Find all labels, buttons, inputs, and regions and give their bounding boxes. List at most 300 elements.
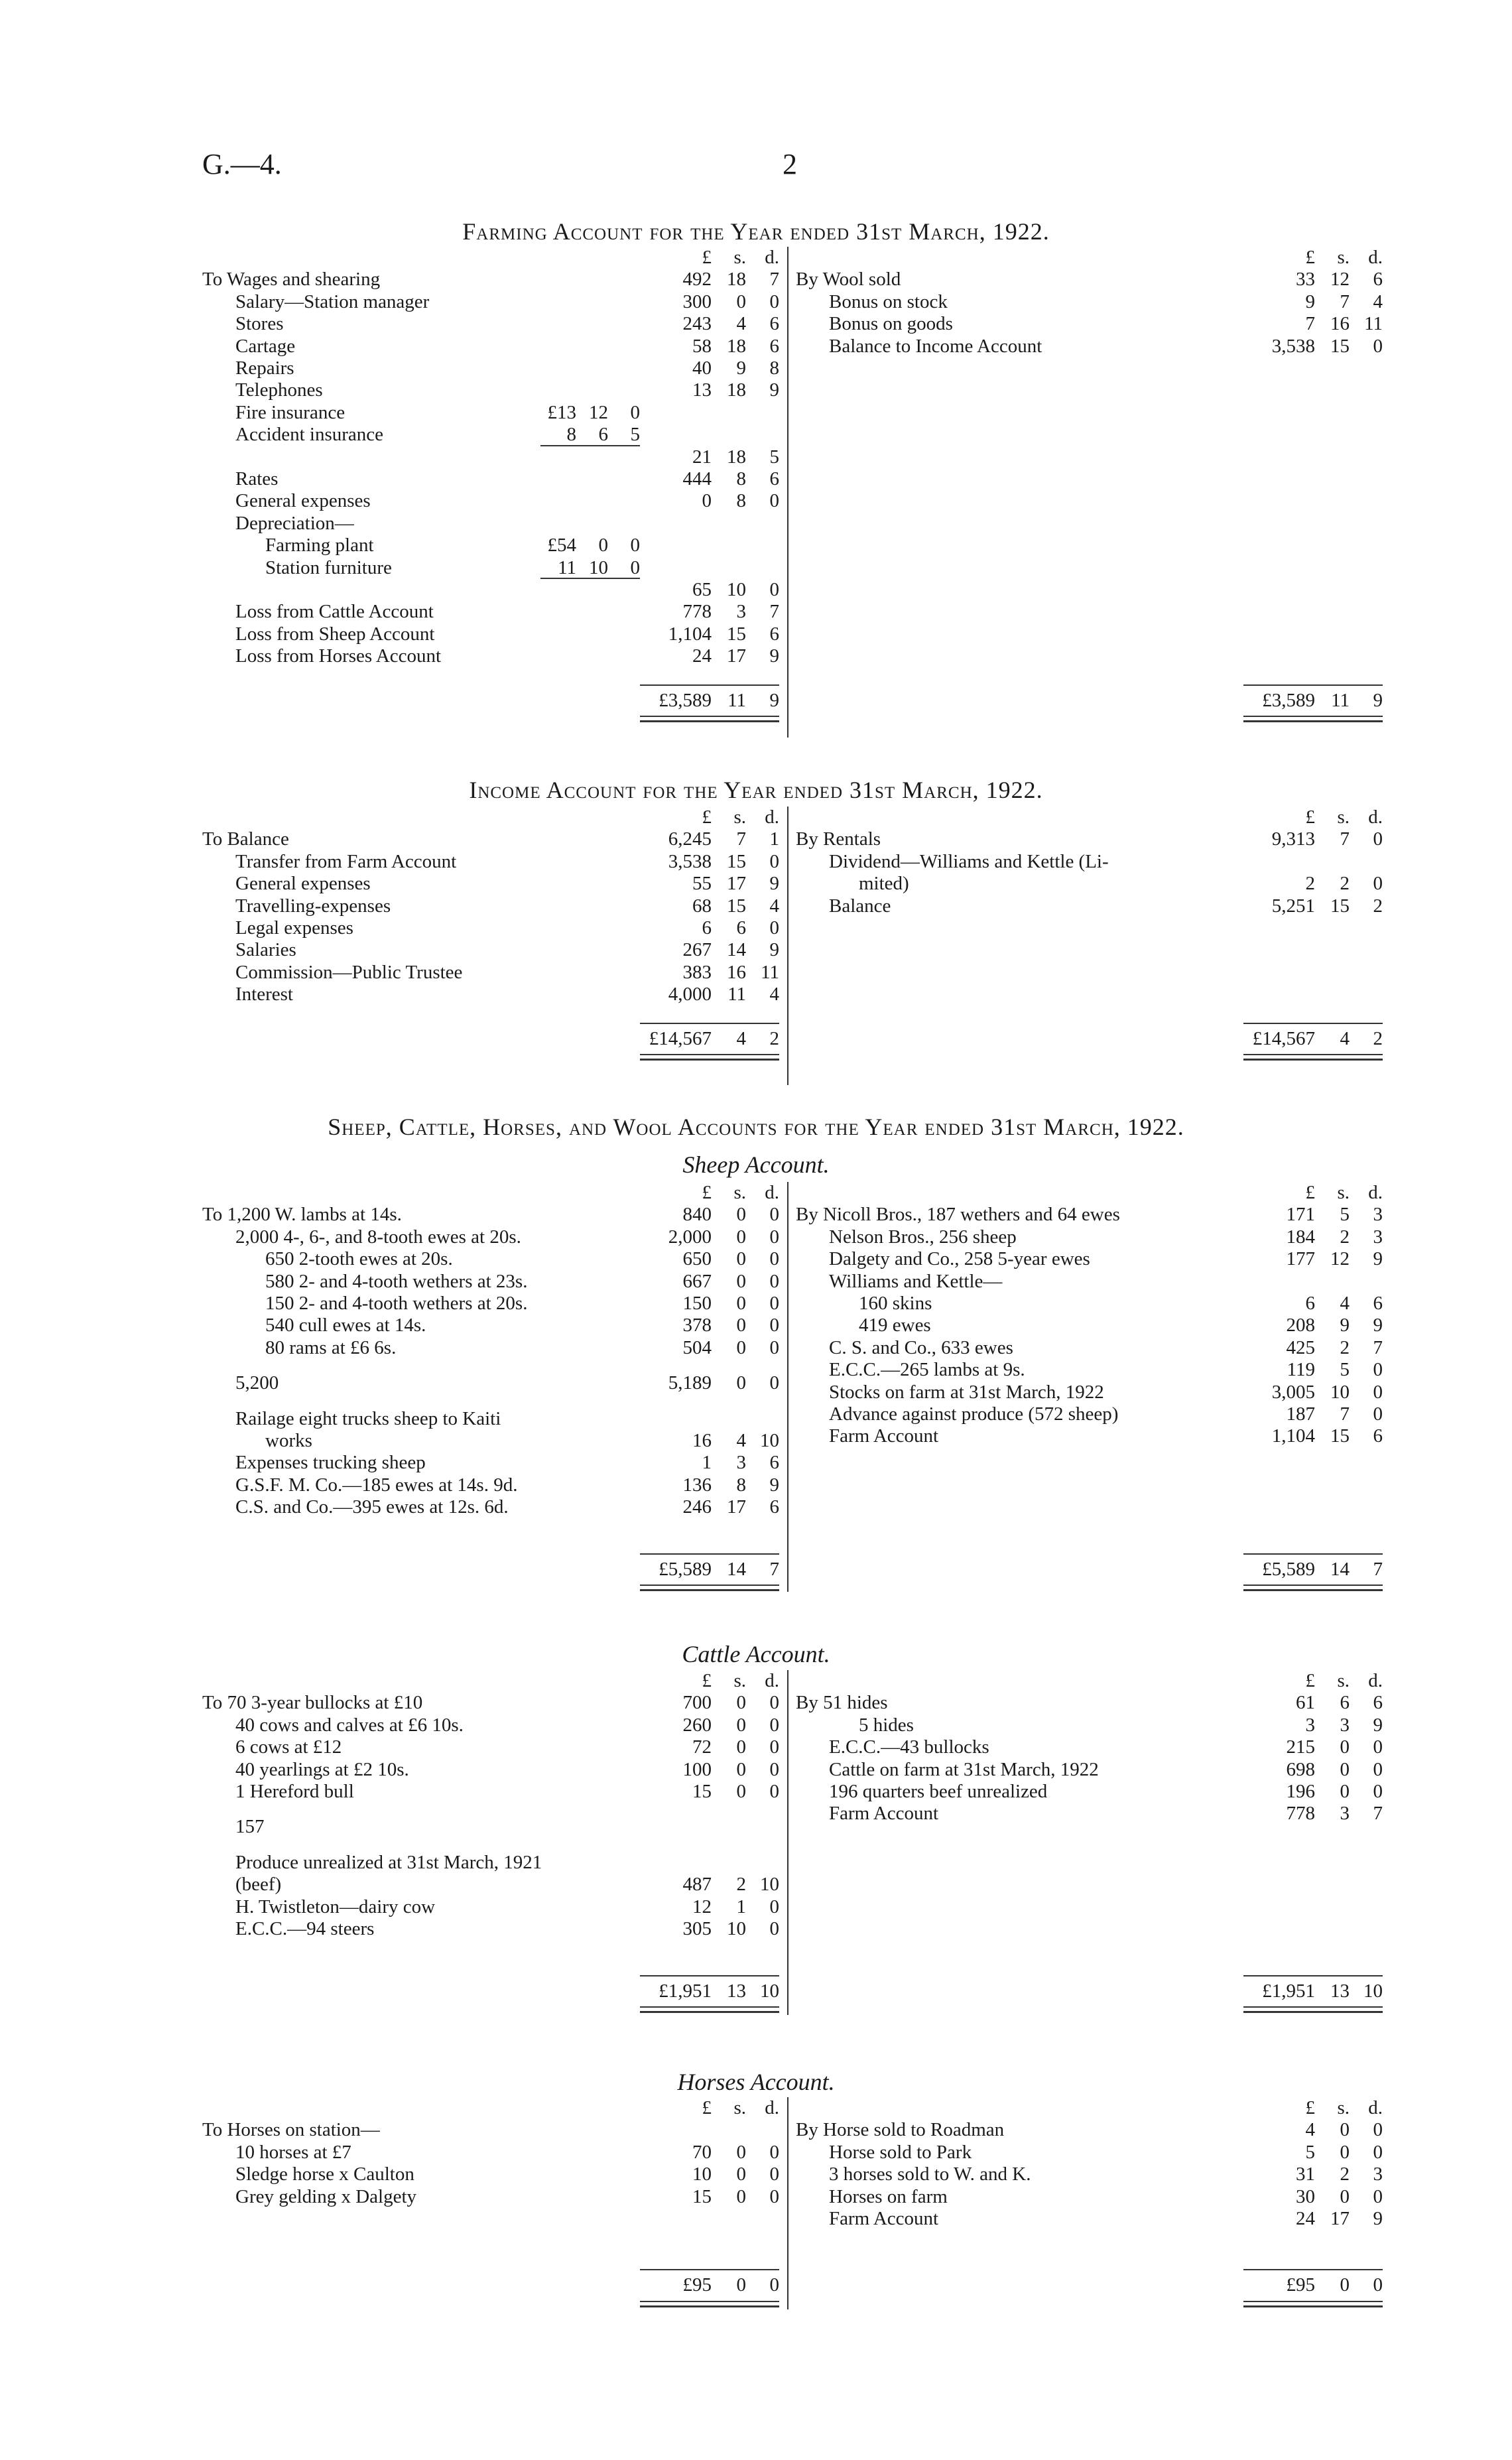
shillings: 0 [736, 1248, 746, 1270]
horses-debit-side [202, 2097, 779, 2296]
entry-text: General expenses [235, 490, 371, 512]
pence: 0 [1373, 1403, 1383, 1425]
entry-text: By Rentals [796, 828, 881, 850]
entry-label [235, 1874, 633, 1896]
entry-text: Legal expenses [235, 917, 353, 939]
entry-label [829, 313, 1237, 335]
pounds: 425 [1286, 1336, 1315, 1358]
pounds: 378 [682, 1315, 712, 1336]
pounds: 700 [682, 1692, 712, 1714]
shillings: 0 [1340, 2119, 1350, 2141]
pounds: 21 [692, 446, 712, 468]
entry-text: Advance against produce (572 sheep) [829, 1403, 1119, 1425]
sub-pounds: 8 [566, 424, 576, 446]
column-header [796, 1670, 1383, 1692]
entry-text: Fire insurance [235, 401, 346, 423]
pence: 7 [1373, 1336, 1383, 1358]
pence: 0 [769, 579, 779, 600]
entry-label [829, 291, 1237, 313]
entry-label [202, 1204, 633, 1226]
pence: 0 [1373, 1381, 1383, 1403]
entry-label [235, 645, 633, 667]
ledger-row [796, 1271, 1383, 1293]
pence: 6 [769, 1452, 779, 1474]
pence: 9 [769, 1474, 779, 1496]
pounds: 1,104 [1271, 1425, 1315, 1447]
entry-label [829, 1781, 1237, 1803]
entry-label [235, 2186, 633, 2208]
entry-label [235, 379, 633, 401]
entry-text: Grey gelding x Dalgety [235, 2185, 417, 2207]
entry-label [859, 1315, 1237, 1336]
shillings: 6 [736, 917, 746, 939]
entry-label [265, 1293, 633, 1315]
entry-label [829, 895, 1237, 917]
ledger-row [796, 1337, 1383, 1359]
shillings: 0 [736, 1692, 746, 1714]
shillings: 18 [727, 379, 746, 401]
shillings: 17 [727, 873, 746, 895]
pence: 3 [1373, 1226, 1383, 1248]
pounds: 3,538 [668, 850, 712, 872]
entry-text: 40 yearlings at £2 10s. [235, 1758, 409, 1780]
ledger-row [202, 984, 779, 1005]
income-debit-side [202, 807, 779, 1049]
entry-text: C.S. and Co.—395 ewes at 12s. 6d. [235, 1496, 509, 1518]
entry-text: 10 horses at £7 [235, 2141, 351, 2163]
total-rule [1243, 2269, 1383, 2270]
farming-account-ledger [202, 247, 1383, 738]
shillings: 0 [736, 1372, 746, 1394]
pounds: 504 [682, 1336, 712, 1358]
entry-label [235, 984, 633, 1005]
shillings: 18 [727, 335, 746, 357]
entry-text: Cattle on farm at 31st March, 1922 [829, 1758, 1099, 1780]
pence: 2 [1373, 895, 1383, 917]
shillings: 0 [736, 1336, 746, 1358]
shillings: 5 [1340, 1359, 1350, 1381]
column-header [202, 2097, 779, 2119]
total-pence: 7 [1373, 1558, 1383, 1580]
income-account-title: Income Account for the Year ended 31st March, 1922. [469, 777, 1043, 803]
entry-text: To 1,200 W. lambs at 14s. [202, 1204, 402, 1226]
entry-label [829, 1382, 1237, 1403]
ledger-row [202, 336, 779, 357]
total-shillings: 11 [727, 690, 746, 711]
entry-label [265, 535, 521, 556]
shillings-header: s. [1337, 247, 1350, 268]
shillings: 0 [1340, 2185, 1350, 2207]
pounds: 305 [682, 1918, 712, 1940]
entry-text: 160 skins [859, 1293, 932, 1314]
shillings: 9 [736, 357, 746, 379]
entry-text: C. S. and Co., 633 ewes [829, 1336, 1013, 1358]
ledger-row [202, 2119, 779, 2141]
pence: 0 [769, 2164, 779, 2185]
shillings: 2 [1340, 873, 1350, 895]
farming-debit-side [202, 247, 779, 711]
entry-text: E.C.C.—265 lambs at 9s. [829, 1359, 1025, 1381]
shillings: 17 [1330, 2208, 1350, 2229]
shillings: 7 [736, 828, 746, 850]
pence: 0 [769, 1372, 779, 1394]
pounds: 100 [682, 1758, 712, 1780]
ledger-row [796, 1248, 1383, 1270]
pence: 5 [769, 446, 779, 468]
pence: 0 [1373, 2141, 1383, 2163]
ledger-row [202, 1496, 779, 1518]
pounds: 65 [692, 579, 712, 600]
ledger-row [202, 490, 779, 512]
shillings: 8 [736, 1474, 746, 1496]
pence: 0 [769, 1736, 779, 1758]
pence: 4 [1373, 291, 1383, 312]
pence: 6 [1373, 269, 1383, 291]
ledger-row [202, 828, 779, 850]
pence-header: d. [1368, 1670, 1383, 1691]
entry-label [235, 468, 633, 490]
pounds: 187 [1286, 1403, 1315, 1425]
entry-label [235, 1496, 633, 1518]
shillings-header: s. [733, 807, 746, 828]
pence: 9 [769, 939, 779, 961]
total-pounds: £5,589 [1262, 1558, 1315, 1580]
shillings: 8 [736, 490, 746, 512]
shillings: 16 [727, 961, 746, 983]
entry-label [265, 1430, 633, 1452]
entry-label [796, 828, 1237, 850]
shillings: 17 [727, 645, 746, 667]
ledger-row [202, 2164, 779, 2185]
ledger-row [202, 1293, 779, 1315]
total-double-rule [1243, 2006, 1383, 2013]
total-pence: 2 [1373, 1028, 1383, 1049]
total-rule [640, 1553, 779, 1555]
pounds: 12 [692, 1896, 712, 1917]
column-header [796, 247, 1383, 269]
shillings: 15 [1330, 335, 1350, 357]
total-rule [1243, 1975, 1383, 1976]
pence: 0 [769, 1204, 779, 1226]
total-shillings: 13 [727, 1980, 746, 2002]
ledger-row [796, 291, 1383, 313]
pence: 0 [1373, 335, 1383, 357]
pence: 11 [1364, 313, 1383, 335]
pounds-header: £ [1305, 247, 1315, 268]
pounds-header: £ [702, 247, 712, 268]
entry-label [235, 291, 633, 313]
ledger-row [796, 1359, 1383, 1381]
total-row [202, 1980, 779, 2002]
shillings: 3 [1340, 1803, 1350, 1825]
pence: 0 [769, 1758, 779, 1780]
shillings: 2 [1340, 1226, 1350, 1248]
pounds: 15 [692, 2185, 712, 2207]
pence: 9 [1373, 1248, 1383, 1270]
pounds: 136 [682, 1474, 712, 1496]
pounds: 650 [682, 1248, 712, 1270]
shillings: 0 [736, 1293, 746, 1314]
pounds: 667 [682, 1270, 712, 1292]
pounds: 4,000 [668, 984, 712, 1005]
shillings: 4 [736, 313, 746, 335]
entry-text: (beef) [235, 1874, 282, 1896]
pounds-header: £ [1305, 1670, 1315, 1691]
shillings-header: s. [1337, 2097, 1350, 2118]
shillings: 0 [736, 1736, 746, 1758]
entry-text: Stocks on farm at 31st March, 1922 [829, 1381, 1104, 1403]
ledger-row [796, 1781, 1383, 1803]
ledger-row [202, 402, 779, 424]
pence: 9 [1373, 2208, 1383, 2229]
pence: 9 [1373, 1714, 1383, 1736]
ledger-row [796, 2164, 1383, 2185]
sub-pence: 0 [630, 556, 640, 578]
farming-credit-side [796, 247, 1383, 711]
total-row [202, 1028, 779, 1050]
shillings: 7 [1340, 291, 1350, 312]
pounds: 13 [692, 379, 712, 401]
pence: 4 [769, 984, 779, 1005]
shillings-header: s. [733, 2097, 746, 2118]
shillings-header: s. [733, 1182, 746, 1203]
entry-text: Cartage [235, 335, 296, 357]
column-header [202, 1670, 779, 1692]
entry-label [829, 1248, 1237, 1270]
shillings: 18 [727, 446, 746, 468]
entry-text: Railage eight trucks sheep to Kaiti [235, 1407, 501, 1429]
pence: 3 [1373, 1204, 1383, 1226]
entry-label [235, 1736, 633, 1758]
total-shillings: 0 [736, 2274, 746, 2296]
entry-label [235, 962, 633, 984]
ledger-row [202, 1736, 779, 1758]
stock-accounts-title: Sheep, Cattle, Horses, and Wool Accounts for the Year ended 31st March, 1922. [328, 1114, 1184, 1140]
entry-text: Bonus on goods [829, 313, 953, 335]
column-header [202, 247, 779, 269]
ledger-row [202, 939, 779, 961]
pence: 0 [769, 1248, 779, 1270]
horses-account-ledger [202, 2097, 1383, 2323]
total-double-rule [640, 716, 779, 722]
ledger-row [796, 851, 1383, 873]
entry-text: 157 [235, 1816, 265, 1838]
total-pence: 0 [1373, 2274, 1383, 2296]
total-row [796, 1559, 1383, 1581]
entry-text: Accident insurance [235, 424, 384, 446]
pounds-header: £ [1305, 2097, 1315, 2118]
pence: 0 [1373, 1359, 1383, 1381]
pence: 3 [1373, 2164, 1383, 2185]
total-pence: 10 [1363, 1980, 1383, 2002]
entry-label [235, 336, 633, 357]
ledger-row [202, 873, 779, 895]
ledger-row [202, 1896, 779, 1918]
pence-header: d. [765, 807, 779, 828]
ledger-row [202, 291, 779, 313]
pence: 7 [769, 269, 779, 291]
entry-label [235, 424, 521, 446]
pence: 6 [769, 623, 779, 645]
total-row [796, 1980, 1383, 2002]
entry-label [235, 357, 633, 379]
cattle-debit-side [202, 1670, 779, 2002]
shillings: 7 [1340, 1403, 1350, 1425]
pence: 0 [769, 291, 779, 312]
ledger-row [796, 1425, 1383, 1447]
pence-header: d. [1368, 2097, 1383, 2118]
pounds: 215 [1286, 1736, 1315, 1758]
column-header [796, 2097, 1383, 2119]
entry-text: To Wages and shearing [202, 269, 381, 291]
total-shillings: 0 [1340, 2274, 1350, 2296]
total-double-rule [1243, 1054, 1383, 1061]
entry-text: By Wool sold [796, 269, 901, 291]
sub-shillings: 12 [589, 401, 608, 423]
entry-label [859, 873, 1237, 895]
entry-label [235, 1896, 633, 1918]
shillings: 18 [727, 269, 746, 291]
shillings: 1 [736, 1896, 746, 1917]
total-pounds: £14,567 [649, 1028, 712, 1049]
total-rule [640, 684, 779, 686]
entry-text: By Horse sold to Roadman [796, 2119, 1005, 2141]
pounds: 6 [702, 917, 712, 939]
entry-label [829, 1359, 1237, 1381]
ledger-row [202, 895, 779, 917]
pence: 9 [1373, 1315, 1383, 1336]
shillings: 0 [736, 291, 746, 312]
shillings: 4 [736, 1430, 746, 1452]
entry-label [829, 1736, 1237, 1758]
pounds: 208 [1286, 1315, 1315, 1336]
ledger-row [796, 1204, 1383, 1226]
pounds: 778 [1286, 1803, 1315, 1825]
pounds-header: £ [702, 1670, 712, 1691]
entry-text: Salary—Station manager [235, 291, 430, 312]
shillings-header: s. [733, 1670, 746, 1691]
ledger-row [202, 1692, 779, 1714]
entry-text: 5,200 [235, 1372, 279, 1394]
ledger-row [202, 1408, 779, 1430]
pounds: 1 [702, 1452, 712, 1474]
entry-label [235, 873, 633, 895]
ledger-row [202, 1781, 779, 1803]
ledger-row [202, 1715, 779, 1736]
entry-text: Interest [235, 984, 293, 1005]
sheep-account-subtitle: Sheep Account. [682, 1151, 830, 1178]
shillings: 0 [736, 2164, 746, 2185]
entry-label [235, 1781, 633, 1803]
total-rule [640, 1975, 779, 1976]
pounds-header: £ [702, 807, 712, 828]
total-row [202, 2274, 779, 2296]
sub-pence: 5 [630, 424, 640, 446]
shillings: 0 [736, 1270, 746, 1292]
entry-label [829, 1425, 1237, 1447]
entry-label [235, 2142, 633, 2164]
shillings: 9 [1340, 1315, 1350, 1336]
pounds: 840 [682, 1204, 712, 1226]
pence: 0 [769, 1293, 779, 1314]
pounds: 33 [1296, 269, 1315, 291]
pounds: 9 [1305, 291, 1315, 312]
entry-text: Salaries [235, 939, 296, 961]
column-header [202, 1182, 779, 1204]
shillings: 2 [1340, 1336, 1350, 1358]
pence: 0 [769, 1270, 779, 1292]
ledger-row [202, 1315, 779, 1336]
pounds: 61 [1296, 1692, 1315, 1714]
pence: 7 [1373, 1803, 1383, 1825]
total-double-rule [640, 1054, 779, 1061]
ledger-row [202, 1852, 779, 1874]
pounds: 7 [1305, 313, 1315, 335]
ledger-row [796, 2208, 1383, 2230]
total-pounds: £5,589 [659, 1558, 712, 1580]
ledger-row [796, 1715, 1383, 1736]
total-double-rule [640, 1585, 779, 1591]
shillings: 5 [1340, 1204, 1350, 1226]
shillings: 7 [1340, 828, 1350, 850]
ledger-row [796, 1803, 1383, 1825]
entry-text: 540 cull ewes at 14s. [265, 1315, 426, 1336]
pence: 1 [769, 828, 779, 850]
entry-label [235, 851, 633, 873]
shillings-header: s. [1337, 1182, 1350, 1203]
entry-text: Williams and Kettle— [829, 1270, 1003, 1292]
pence: 10 [760, 1874, 779, 1896]
entry-text: Loss from Sheep Account [235, 623, 435, 645]
entry-label [829, 1759, 1237, 1781]
ledger-row [796, 269, 1383, 291]
column-header [796, 807, 1383, 828]
ledger-row [796, 828, 1383, 850]
pounds: 5,251 [1271, 895, 1315, 917]
shillings: 12 [1330, 269, 1350, 291]
pence: 6 [1373, 1293, 1383, 1314]
shillings: 15 [727, 850, 746, 872]
entry-text: Commission—Public Trustee [235, 961, 463, 983]
pounds-header: £ [702, 1182, 712, 1203]
entry-text: 580 2- and 4-tooth wethers at 23s. [265, 1270, 528, 1292]
ledger-row [796, 1315, 1383, 1336]
entry-text: 650 2-tooth ewes at 20s. [265, 1248, 453, 1270]
total-double-rule [1243, 1585, 1383, 1591]
pounds: 70 [692, 2141, 712, 2163]
sub-pounds: £54 [547, 535, 576, 556]
ledger-row [796, 895, 1383, 917]
total-rule [640, 1023, 779, 1024]
shillings: 10 [727, 1918, 746, 1940]
ledger-row [202, 424, 779, 446]
shillings: 10 [1330, 1381, 1350, 1403]
total-pence: 9 [769, 690, 779, 711]
ledger-row [202, 851, 779, 873]
ledger-row [202, 1918, 779, 1940]
total-rule [640, 2269, 779, 2270]
pence: 0 [769, 850, 779, 872]
sub-pence: 0 [630, 401, 640, 423]
pence: 0 [769, 490, 779, 512]
pounds: 15 [692, 1781, 712, 1802]
ledger-row [202, 1226, 779, 1248]
pounds: 196 [1286, 1781, 1315, 1802]
column-divider [787, 2097, 788, 2309]
shillings: 15 [1330, 1425, 1350, 1447]
shillings: 8 [736, 468, 746, 489]
entry-text: Station furniture [265, 556, 392, 578]
